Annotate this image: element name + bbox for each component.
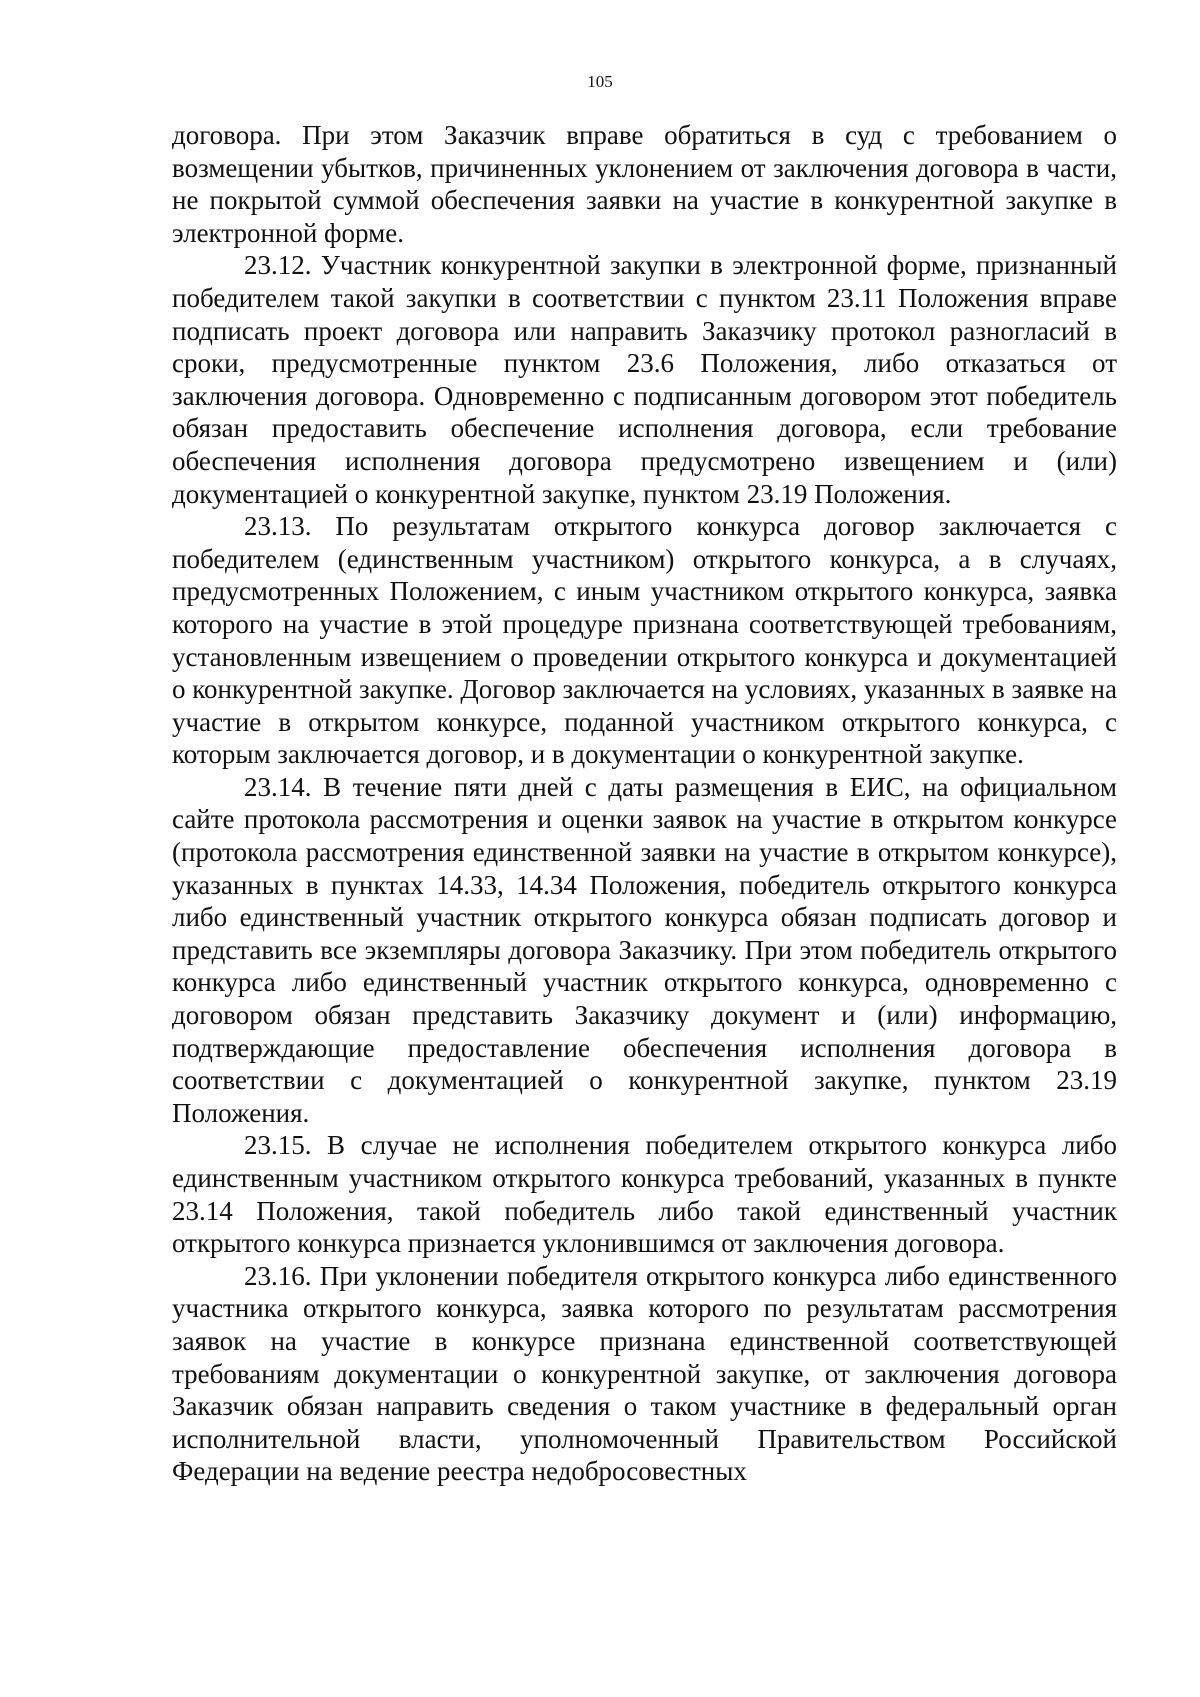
paragraph-23-16: 23.16. При уклонении победителя открытого конкурса либо единственного участника открытого конкурса, заявка которого по результатам рассмотрения заявок на участие в конкурсе признана единственной соответствующей требованиям документации о конкурентной закупке, от заключения договора Заказчик обязан направить сведения о таком участнике в федеральный орган исполнительной власти, уполномоченный Правительством Российской Федерации на ведение реестра недобросовестных bbox=[172, 1260, 1117, 1487]
paragraph-continuation: договора. При этом Заказчик вправе обратиться в суд с требованием о возмещении убытков, причиненных уклонением от заключения договора в части, не покрытой суммой обеспечения заявки на участие в конкурентной закупке в электронной форме. bbox=[172, 120, 1117, 248]
paragraph-23-12: 23.12. Участник конкурентной закупки в электронной форме, признанный победителем такой закупки в соответствии с пунктом 23.11 Положения вправе подписать проект договора или направить Заказчику протокол разногласий в сроки, предусмотренные пунктом 23.6 Положения, либо отказаться от заключения договора. Одновременно с подписанным договором этот победитель обязан предоставить обеспечение исполнения договора, если требование обеспечения исполнения договора предусмотрено извещением и (или) документацией о конкурентной закупке, пунктом 23.19 Положения. bbox=[172, 250, 1117, 509]
paragraph-23-15: 23.15. В случае не исполнения победителем открытого конкурса либо единственным участником открытого конкурса требований, указанных в пункте 23.14 Положения, такой победитель либо такой единственный участник открытого конкурса признается уклонившимся от заключения договора. bbox=[172, 1130, 1117, 1259]
document-body bbox=[172, 119, 1117, 1488]
paragraph-23-14: 23.14. В течение пяти дней с даты размещения в ЕИС, на официальном сайте протокола рассмотрения и оценки заявок на участие в открытом конкурсе (протокола рассмотрения единственной заявки на участие в открытом конкурсе), указанных в пунктах 14.33, 14.34 Положения, победитель открытого конкурса либо единственный участник открытого конкурса обязан подписать договор и представить все экземпляры договора Заказчику. При этом победитель открытого конкурса либо единственный участник открытого конкурса, одновременно с договором обязан представить Заказчику документ и (или) информацию, подтверждающие предоставление обеспечения исполнения договора в соответствии с документацией о конкурентной закупке, пунктом 23.19 Положения. bbox=[172, 771, 1117, 1128]
page-number: 105 bbox=[587, 72, 613, 91]
paragraph-23-13: 23.13. По результатам открытого конкурса договор заключается с победителем (единственным участником) открытого конкурса, а в случаях, предусмотренных Положением, с иным участником открытого конкурса, заявка которого на участие в этой процедуре признана соответствующей требованиям, установленным извещением о проведении открытого конкурса и документацией о конкурентной закупке. Договор заключается на условиях, указанных в заявке на участие в открытом конкурсе, поданной участником открытого конкурса, с которым заключается договор, и в документации о конкурентной закупке. bbox=[172, 511, 1117, 770]
